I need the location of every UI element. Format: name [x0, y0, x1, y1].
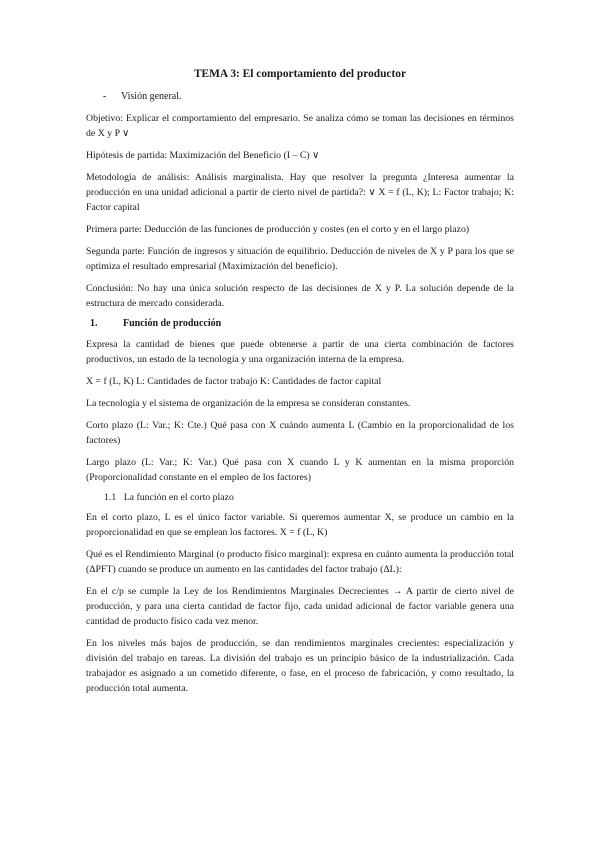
first-part-paragraph: Primera parte: Deducción de las funciones de producción y costes (en el corto y en el largo plazo) [86, 224, 470, 235]
section-1-paragraph: Largo plazo (L: Var.; K: Var.) Qué pasa con X cuando L y K aumentan en la misma proporción (Proporcionalidad constante en el empleo de los factores) [86, 457, 514, 483]
section-1-paragraph: Corto plazo (L: Var.; K: Cte.) Qué pasa con X cuándo aumenta L (Cambio en la proporcionalidad de los factores) [86, 420, 514, 446]
section-1-1-paragraph: Qué es el Rendimiento Marginal (o producto físico marginal): expresa en cuánto aumenta la producción total (ΔPFT) cuando se produce un aumento en las cantidades del factor trabajo (ΔL): [86, 549, 514, 575]
section-1-paragraph: La tecnología y el sistema de organización de la empresa se consideran constantes. [86, 398, 411, 409]
overview-bullet [103, 91, 514, 102]
objective-paragraph: Objetivo: Explicar el comportamiento del empresario. Se analiza cómo se toman las decisiones en términos de X y P ∨ [86, 113, 514, 139]
conclusion-paragraph: Conclusión: No hay una única solución respecto de las decisiones de X y P. La solución depende de la estructura de mercado considerada. [86, 283, 514, 309]
section-number: 1. [90, 318, 98, 329]
methodology-paragraph: Metodología de análisis: Análisis marginalista. Hay que resolver la pregunta ¿Interesa aumentar la producción en una unidad adicional a partir de cierto nivel de partida?: ∨ X = f (L, K); L: Factor trabajo; K: Factor capital [86, 172, 514, 213]
second-part-paragraph: Segunda parte: Función de ingresos y situación de equilibrio. Deducción de niveles de X y P para los que se optimiza el resultado empresarial (Maximización del beneficio). [86, 246, 514, 272]
section-1-1-paragraph: En el corto plazo, L es el único factor variable. Si queremos aumentar X, se produce un cambio en la proporcionalidad en que se emplean los factores. X = f (L, K) [86, 512, 514, 538]
section-1-1-heading [86, 492, 514, 503]
hypothesis-paragraph: Hipótesis de partida: Maximización del Beneficio (I – C) ∨ [86, 150, 320, 161]
subsection-number: 1.1 [104, 492, 117, 503]
document-page [86, 68, 514, 703]
section-1-1-paragraph: En el c/p se cumple la Ley de los Rendimientos Marginales Decrecientes → A partir de cierto nivel de producción, y para una cierta cantidad de factor fijo, cada unidad adicional de factor variable genera una cantidad de producto físico cada vez menor. [86, 586, 514, 627]
page-title: TEMA 3: El comportamiento del productor [193, 68, 407, 80]
section-1-paragraph: Expresa la cantidad de bienes que puede obtenerse a partir de una cierta combinación de factores productivos, un estado de la tecnología y una organización interna de la empresa. [86, 339, 514, 365]
section-1-1-paragraph: En los niveles más bajos de producción, se dan rendimientos marginales crecientes: especialización y división del trabajo en tareas. La división del trabajo es un principio básico de la industrialización. Cada trabajador es asignado a un cometido diferente, o fase, en el proceso de fabricación, y como resultado, la producción total aumenta. [86, 638, 514, 694]
section-1-paragraph: X = f (L, K) L: Cantidades de factor trabajo K: Cantidades de factor capital [86, 376, 382, 387]
subsection-title: La función en el corto plazo [123, 492, 234, 503]
section-title: Función de producción [123, 318, 222, 329]
bullet-dash: - [103, 91, 107, 102]
section-1-heading [86, 318, 514, 329]
bullet-text: Visión general. [121, 91, 182, 102]
